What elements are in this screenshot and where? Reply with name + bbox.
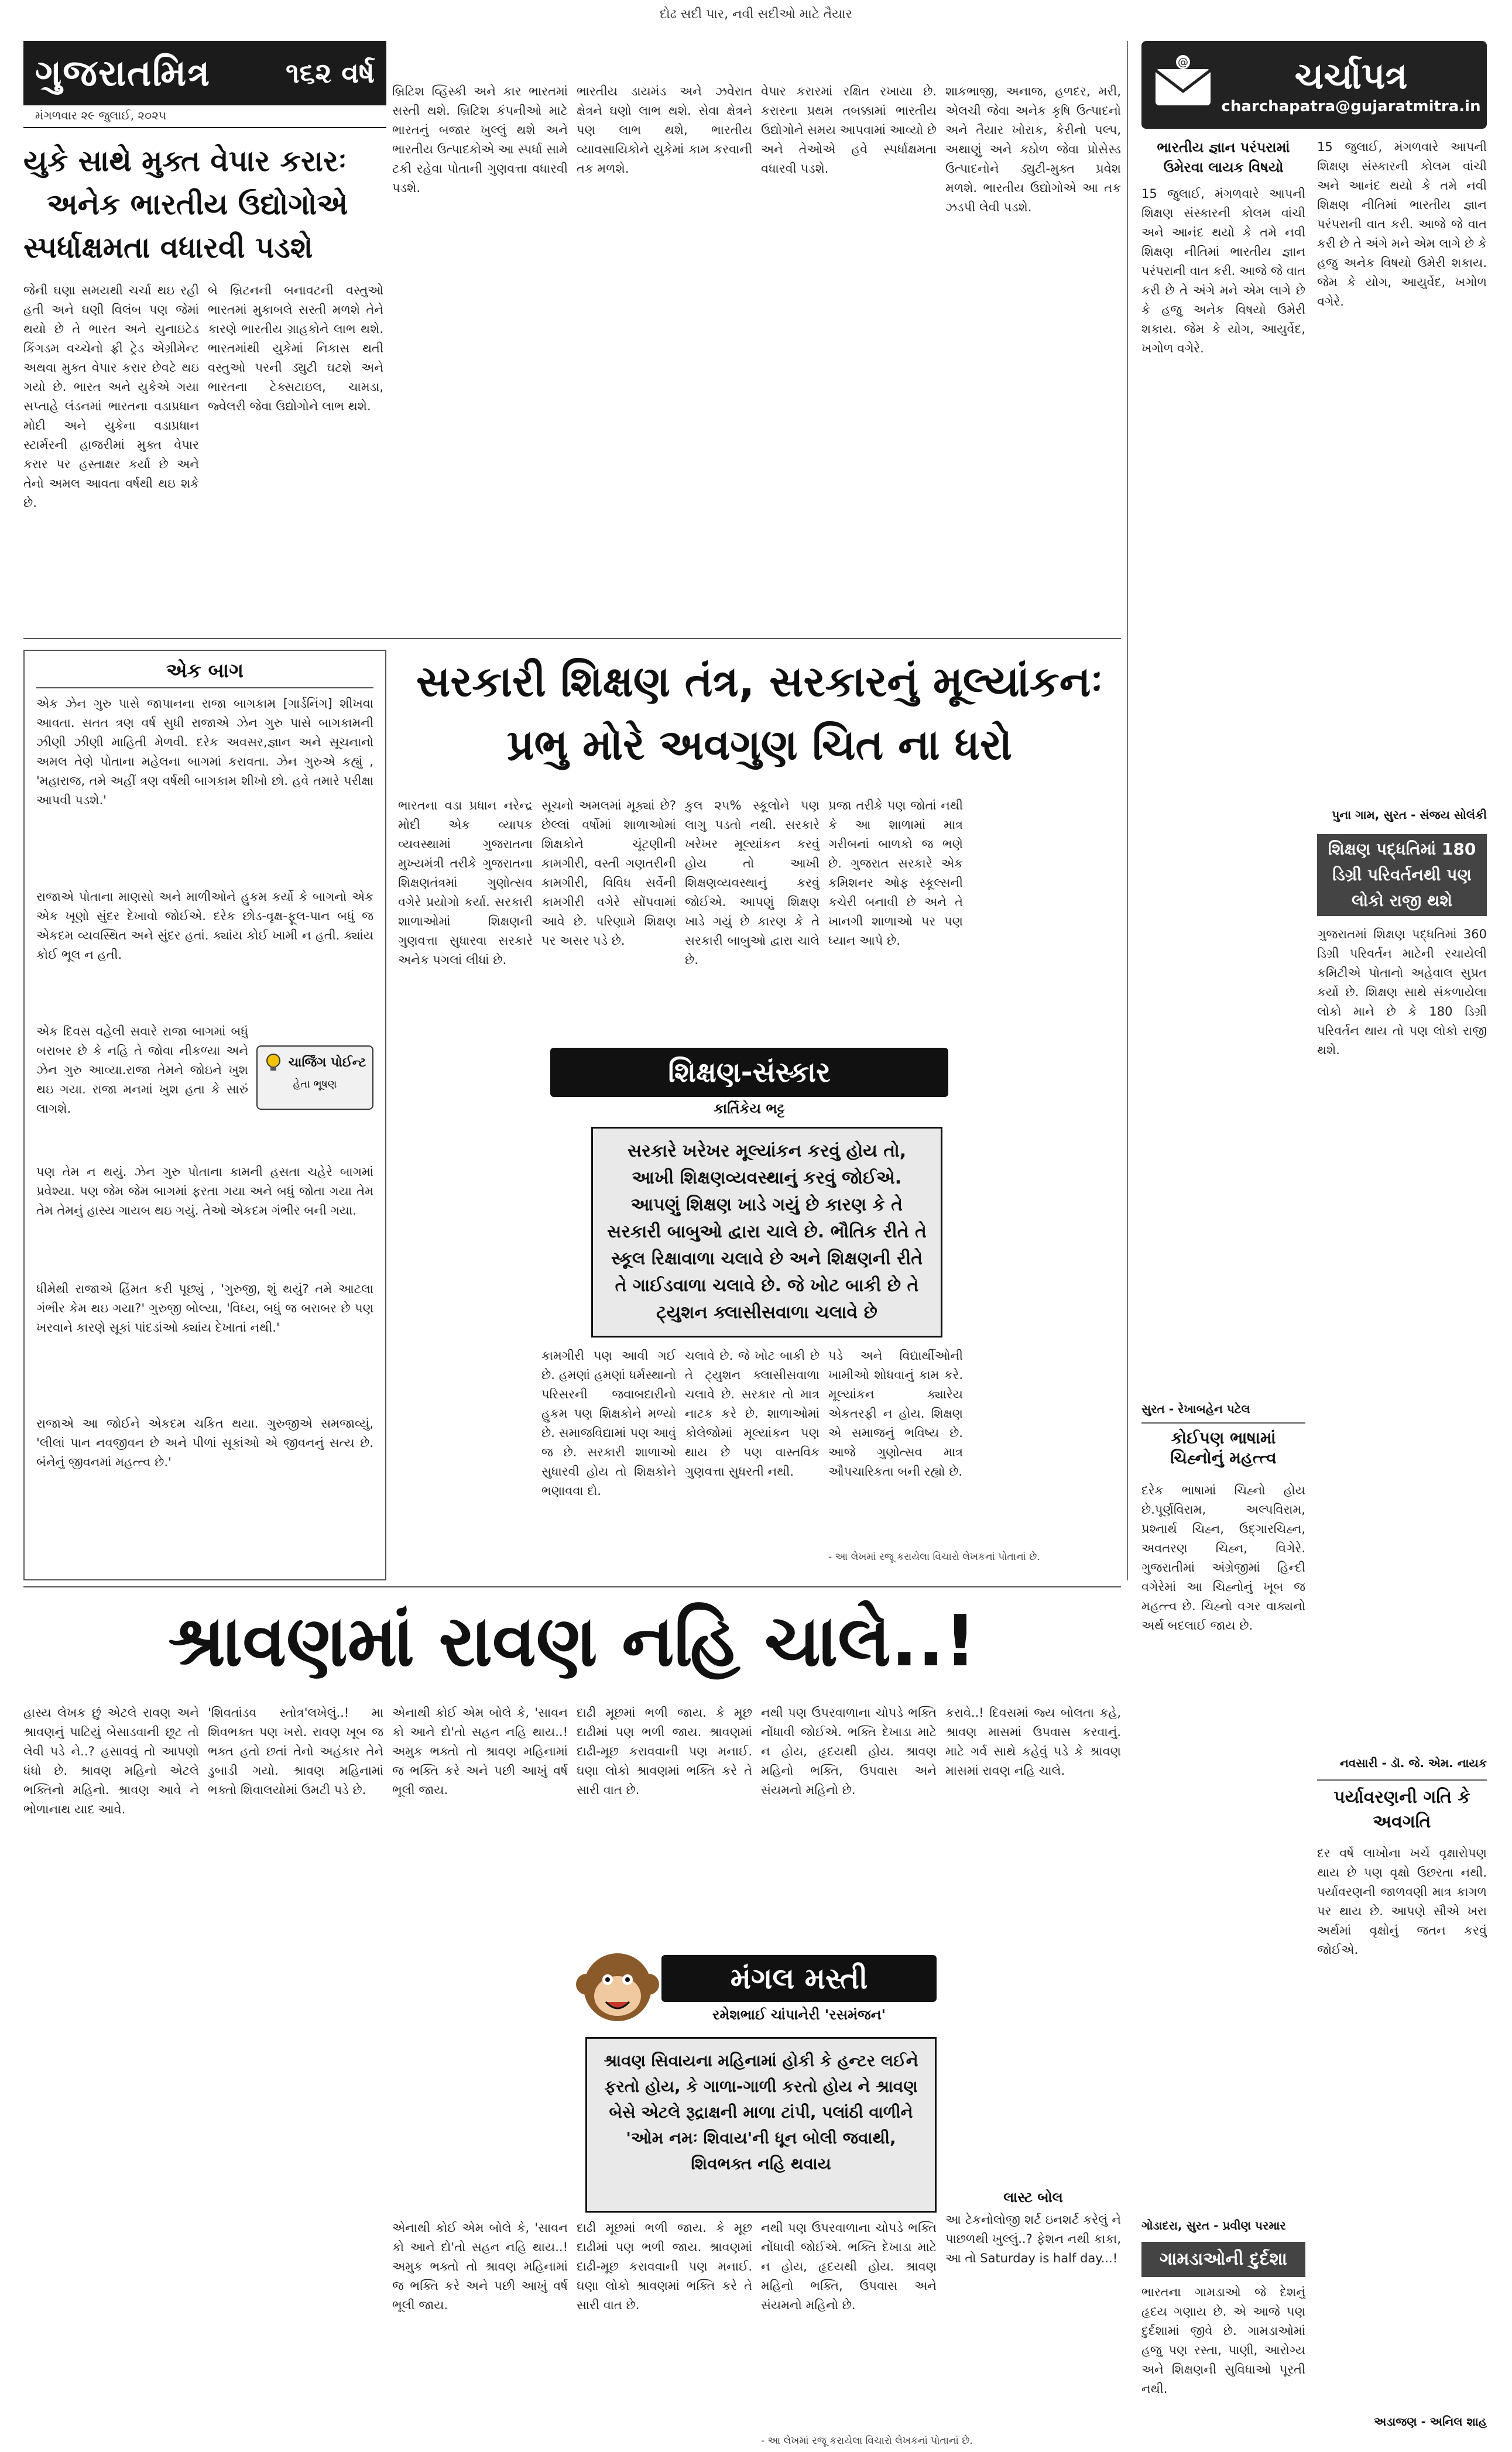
- ek-baag-paragraph-3: એક દિવસ વહેલી સવારે રાજા બાગમાં બધું બરાબર છે કે નહિ તે જોવા નીકળ્યા અને ઝેન ગુરુ આવ્યા.રાજા તેમને જોઇને ખુશ થઇ ગયા. રાજા મનમાં ખુશ હતા કે સારું લાગશે.: [36, 1024, 248, 1116]
- dateline: મંગળવાર ૨૯ જુલાઈ, ૨૦૨૫: [23, 108, 386, 128]
- lead-column-1: જેની ઘણા સમયથી ચર્ચા થઇ રહી હતી અને ઘણી વિલંબ પણ જેમાં થયો છે તે ભારત અને યુનાઇટેડ કિંગડમ વચ્ચેનો ફ્રી ટ્રેડ એગ્રીમેન્ટ અથવા મુક્ત વેપાર કરાર છેવટે થઇ ગયો છે. ભારત અને યુકેએ ગયા સપ્તાહે લંડનમાં ભારતના વડાપ્રધાન મોદી અને યુકેના વડાપ્રધાન સ્ટાર્મરની હાજરીમાં મુક્ત વેપાર કરાર પર હસ્તાક્ષર કર્યા છે અને તેનો અમલ આવતા વર્ષથી થઇ શકે છે.: [23, 283, 199, 510]
- letter-2-body: દરેક ભાષામાં ચિહ્નો હોય છે.પૂર્ણવિરામ, અલ્પવિરામ, પ્રશ્નાર્થ ચિહ્ન, ઉદ્ગારચિહ્ન, અવતરણ ચિહ્ન, વિગેરે. ગુજરાતીમાં અંગ્રેજીમાં હિન્દી વગેરેમાં આ ચિહ્નોનું ખૂબ જ મહત્ત્વ છે. ચિહ્નો વગર વાક્યનો અર્થ બદલાઈ જાય છે.: [1141, 1483, 1305, 1633]
- charchapatra-banner: [1141, 41, 1487, 129]
- masthead-years: ૧૬૨ વર્ષ: [285, 56, 375, 90]
- letter-1-body: 15 જુલાઈ, મંગળવારે આપની શિક્ષણ સંસ્કારની કોલમ વાંચી અને આનંદ થયો કે તમે નવી શિક્ષણ નીતિમાં ભારતીય જ્ઞાન પરંપરાની વાત કરી. આજે જે વાત કરી છે તે અંગે મને એમ લાગે છે કે હજુ અનેક વિષયો ઉમેરી શકાય. જેમ કે યોગ, આયુર્વેદ, ખગોળ વગેરે.: [1141, 187, 1305, 355]
- mangal-masti-title: મંગલ મસ્તી: [661, 1955, 937, 2002]
- charging-point-title: ચાર્જિંગ પોઈન્ટ: [288, 1055, 366, 1070]
- shravan-column-2: 'શિવતાંડવ સ્તોત્ર'લખેલું..! મા શિવભક્ત પણ ખરો. રાવણ ખૂબ જ ભક્ત હતો છતાં તેનો અહંકાર તેને ડુબાડી ગયો. શ્રાવણ મહિનામાં ભક્તો શિવાલયોમાં ઉમટી પડે છે.: [208, 1706, 383, 1797]
- main-column-4: પ્રજા તરીકે પણ જોતાં નથી કે આ શાળામાં માત્ર ગરીબનાં બાળકો જ ભણે છે. ગુજરાત સરકારે એક કમિશનર ઓફ સ્કૂલ્સની કચેરી બનાવી છે અને તે ખાનગી શાળાઓ પર પણ ધ્યાન આપે છે.: [828, 798, 963, 948]
- masthead-logo: ગુજરાતમિત્ર: [35, 52, 211, 94]
- main-footnote: - આ લેખમાં રજૂ કરાયેલા વિચારો લેખકનાં પોતાનાં છે.: [828, 1551, 1040, 1563]
- shravan-column-8: દાઢી મૂછમાં ભળી જાય. કે મૂછ દાઢીમાં પણ ભળી જાય. શ્રાવણમાં દાઢી-મૂછ કરાવવાની પણ મનાઈ. ઘણા લોકો શ્રાવણમાં ભક્તિ કરે તે સારી વાત છે.: [577, 2221, 752, 2312]
- charchapatra-divider: [1127, 41, 1128, 1580]
- ek-baag-paragraph-1: એક ઝેન ગુરુ પાસે જાપાનના રાજા બાગકામ [ગાર્ડનિંગ] શીખવા આવતા. સતત ત્રણ વર્ષ સુધી રાજાએ ઝેન ગુરુ પાસે બાગકામની ઝીણી ઝીણી માહિતી મેળવી. દરેક અવસર,જ્ઞાન અને સૂચનાનો અમલ તેણે પોતાના મહેલના બાગમાં કરાવતા. ઝેન ગુરુએ કહ્યું , 'મહારાજ, તમે અહીં ત્રણ વર્ષથી બાગકામ શીખો છો. હવે તમારે પરીક્ષા આપવી પડશે.': [36, 697, 373, 807]
- ek-baag-paragraph-6: રાજાએ આ જોઈને એકદમ ચકિત થયા. ગુરુજીએ સમજાવ્યું, 'લીલાં પાન નવજીવન છે અને પીળાં સૂકાંઓ એ જીવનનું સત્ય છે. બંનેનું જીવનમાં મહત્ત્વ છે.': [36, 1417, 373, 1469]
- letter-2-title: કોઈપણ ભાષામાં ચિહ્નોનું મહત્ત્વ: [1170, 1428, 1277, 1467]
- letter-5-signature: અડાજણ - અનિલ શાહ: [1374, 2415, 1487, 2429]
- shravan-column-4: દાઢી મૂછમાં ભળી જાય. કે મૂછ દાઢીમાં પણ ભળી જાય. શ્રાવણમાં દાઢી-મૂછ કરાવવાની પણ મનાઈ. ઘણા લોકો શ્રાવણમાં ભક્તિ કરે તે સારી વાત છે.: [577, 1706, 752, 1797]
- main-column-3: કુલ ૨૫% સ્કૂલોને પણ લાગુ પડતો નથી. સરકારે ખરેખર મૂલ્યાંકન કરવું હોય તો આખી શિક્ષણવ્યવસ્થાનું કરવું જોઈએ. આપણું શિક્ષણ ખાડે ગયું છે કારણ કે તે સરકારી બાબુઓ દ્વારા ચાલે છે.: [685, 798, 820, 967]
- lead-column-3: બ્રિટિશ વ્હિસ્કી અને કાર ભારતમાં સસ્તી થશે. બ્રિટિશ કંપનીઓ માટે ભારતનું બજાર ખુલ્લું થશે અને ભારતીય ઉત્પાદકોએ આ સ્પર્ધા સામે ટકી રહેવા પોતાની ગુણવત્તા વધારવી પડશે.: [392, 84, 568, 195]
- main-headline: [398, 650, 1121, 776]
- ek-baag-box: [23, 650, 386, 1580]
- bulb-icon: [263, 1052, 283, 1072]
- charchapatra-title: ચર્ચાપત્ર: [1294, 54, 1408, 97]
- tagline: દોઢ સદી પાર, નવી સદીઓ માટે તૈયાર: [659, 7, 852, 22]
- charchapatra-title-group: [1215, 54, 1487, 115]
- main-column-7: પડે અને વિદ્યાર્થીઓની ખામીઓ શોધવાનું કામ કરે. મૂલ્યાંકન ક્યારેય એકતરફી ન હોય. શિક્ષણ એ સમાજનું ભવિષ્ય છે. આજે ગુણોત્સવ માત્ર ઔપચારિકતા બની રહ્યો છે.: [828, 1349, 963, 1479]
- shravan-pull-quote: શ્રાવણ સિવાયના મહિનામાં હોકી કે હન્ટર લઈને ફરતો હોય, કે ગાળા-ગાળી કરતો હોય ને શ્રાવણ બેસે એટલે રૂદ્રાક્ષની માળા ટાંપી, પલાંઠી વાળીને 'ઓમ નમઃ શિવાય'ની ધૂન બોલી જવાથી, શિવભક્ત નહિ થવાય: [585, 2037, 937, 2213]
- letter-5-title: પર્યાવરણની ગતિ કે અવગતિ: [1333, 1787, 1470, 1832]
- shravan-column-7: એનાથી કોઈ એમ બોલે કે, 'સાવન કો આને દો'તો સહન નહિ થાય..! અમુક ભક્તો તો શ્રાવણ મહિનામાં જ ભક્તિ કરે અને પછી આખું વર્ષ ભૂલી જાય.: [392, 2221, 568, 2312]
- section-divider: [23, 638, 1121, 639]
- letter-3-title: ગામડાઓની દુર્દશા: [1141, 2242, 1305, 2277]
- lead-column-5: વેપાર કરારમાં રક્ષિત રખાયા છે. કરારના પ્રથમ તબક્કામાં ભારતીય ઉદ્યોગોને સમય આપવામાં આવ્યો છે અને તેઓએ હવે સ્પર્ધાક્ષમતા વધારવી પડશે.: [761, 84, 937, 176]
- lead-headline-line-3: સ્પર્ધાક્ષમતા વધારવી પડશે: [23, 231, 313, 265]
- shravan-column-6: કરાવે..! દિવસમાં જ્ય બોલતા કહે, શ્રાવણ માસમાં ઉપવાસ કરવાનું. માટે ગર્વ સાથે કહેવું પડે કે શ્રાવણ માસમાં રાવણ નહિ ચાલે.: [945, 1706, 1121, 1778]
- ek-baag-paragraph-2: રાજાએ પોતાના માણસો અને માળીઓને હુકમ કર્યો કે બાગનો એક એક ખૂણો સુંદર દેખાવો જોઈએ. દરેક છોડ-વૃક્ષ-ફૂલ-પાન બધું જ એકદમ વ્યવસ્થિત અને સુંદર હતાં. ક્યાંય કોઈ ખામી ન હતી. ક્યાંય કોઈ ભૂલ ન હતી.: [36, 890, 373, 962]
- main-headline-line-1: સરકારી શિક્ષણ તંત્ર, સરકારનું મૂલ્યાંકનઃ: [416, 657, 1103, 706]
- lead-headline-line-1: યુકે સાથે મુક્ત વેપાર કરારઃ: [23, 144, 347, 178]
- mangal-masti-author: રમેશભાઈ ચાંપાનેરી 'રસમંજન': [712, 2007, 886, 2023]
- last-ball-title: લાસ્ટ બોલ: [1003, 2189, 1063, 2206]
- main-column-1: ભારતના વડા પ્રધાન નરેન્દ્ર મોદી એક વ્યાપક વ્યવસ્થામાં ગુજરાતના મુખ્યમંત્રી તરીકે ગુજરાતના શિક્ષણતંત્રમાં ગુણોત્સવ વગેરે પ્રયોગો કર્યા. સરકારી શાળાઓમાં શિક્ષણની ગુણવત્તા સુધારવા સરકારે અનેક પગલાં લીધાં છે.: [398, 798, 533, 967]
- lead-column-2: બે બ્રિટનની બનાવટની વસ્તુઓ ભારતમાં મુકાબલે સસ્તી મળશે તેને કારણે ભારતીય ગ્રાહકોને લાભ થશે. ભારતમાંથી યુકેમાં નિકાસ થતી વસ્તુઓ પરની ડ્યુટી ઘટશે અને ભારતના ટેક્સટાઇલ, ચામડા, જ્વેલરી જેવા ઉદ્યોગોને લાભ થશે.: [208, 283, 383, 413]
- shravan-divider: [23, 1586, 1121, 1587]
- lead-headline-line-2: અનેક ભારતીય ઉદ્યોગોએ: [47, 187, 348, 221]
- shravan-column-1: હાસ્ય લેખક છું એટલે રાવણ અને શ્રાવણનું પાટિયું બેસાડવાની છૂટ તો લેવી પડે ને..? હસાવવું તો આપણો ધંધો છે. શ્રાવણ મહિનો એટલે ભક્તિનો મહિનો. શ્રાવણ આવે ને ભોળાનાથ યાદ આવે.: [23, 1706, 199, 1816]
- main-column-5: કામગીરી પણ આવી ગઈ છે. હમણાં હમણાં ધર્મસ્થાનો પરિસરની જવાબદારીનો હુકમ પણ શિક્ષકોને મળ્યો છે. સમાજવિદ્યામાં પણ આવું જ છે. સરકારી શાળાઓ સુધારવી હોય તો શિક્ષકોને ભણાવવા દો.: [541, 1349, 676, 1498]
- letter-2-top-rule: [1141, 1422, 1305, 1424]
- charchapatra-email[interactable]: charchapatra@gujaratmitra.in: [1221, 98, 1481, 115]
- lead-column-6: શાકભાજી, અનાજ, હળદર, મરી, એલચી જેવા અનેક કૃષિ ઉત્પાદનો અને તૈયાર ખોરાક, કેરીનો પલ્પ, અથાણું અને કઠોળ જેવા પ્રોસેસ્ડ ઉત્પાદનોને ડ્યુટી-મુક્ત પ્રવેશ મળશે. ભારતીય ઉદ્યોગોએ આ તક ઝડપી લેવી પડશે.: [945, 84, 1121, 214]
- shravan-column-3: એનાથી કોઈ એમ બોલે કે, 'સાવન કો આને દો'તો સહન નહિ થાય..! અમુક ભક્તો તો શ્રાવણ મહિનામાં જ ભક્તિ કરે અને પછી આખું વર્ષ ભૂલી જાય.: [392, 1706, 568, 1797]
- ek-baag-title: એક બાગ: [166, 659, 244, 683]
- shravan-column-9: નથી પણ ઉપરવાળાના ચોપડે ભક્તિ નોંધાવી જોઈએ. ભક્તિ દેખાડા માટે ન હોય, હૃદયથી હોય. શ્રાવણ મહિનો ભક્તિ, ઉપવાસ અને સંયમનો મહિનો છે.: [761, 2221, 937, 2312]
- svg-text:@: @: [1178, 56, 1188, 68]
- shravan-footnote: - આ લેખમાં રજૂ કરાયેલા વિચારો લેખકનાં પોતાનાં છે.: [761, 2435, 973, 2447]
- last-ball-box: [945, 2189, 1121, 2412]
- lead-column-4: ભારતીય ડાયમંડ અને ઝવેરાત ક્ષેત્રને ઘણો લાભ થશે. સેવા ક્ષેત્રને પણ લાભ થશે, ભારતીય વ્યાવસાયિકોને યુકેમાં કામ કરવાની તક મળશે.: [577, 84, 752, 176]
- letter-1-signature: પુના ગામ, સુરત - સંજય સોલંકી: [1332, 808, 1487, 822]
- mangal-masti-banner: [574, 1943, 937, 2031]
- main-pull-quote: સરકારે ખરેખર મૂલ્યાંકન કરવું હોય તો, આખી શિક્ષણવ્યવસ્થાનું કરવું જોઈએ. આપણું શિક્ષણ ખાડે ગયું છે કારણ કે તે સરકારી બાબુઓ દ્વારા ચાલે છે. ભૌતિક રીતે તે સ્કૂલ રિક્ષાવાળા ચલાવે છે અને શિક્ષણની રીતે તે ગાઈડવાળા ચલાવે છે. જે ખોટ બાકી છે તે ટ્યુશન ક્લાસીસવાળા ચલાવે છે: [591, 1127, 942, 1338]
- section-label-shikshan-sanskar: શિક્ષણ-સંસ્કાર: [550, 1048, 948, 1097]
- letter-1-body-continued: 15 જુલાઈ, મંગળવારે આપની શિક્ષણ સંસ્કારની કોલમ વાંચી અને આનંદ થયો કે તમે નવી શિક્ષણ નીતિમાં ભારતીય જ્ઞાન પરંપરાની વાત કરી. આજે જે વાત કરી છે તે અંગે મને એમ લાગે છે કે હજુ અનેક વિષયો ઉમેરી શકાય. જેમ કે યોગ, આયુર્વેદ, ખગોળ વગેરે.: [1317, 140, 1487, 308]
- shravan-headline: શ્રાવણમાં રાવણ નહિ ચાલે..!: [168, 1601, 976, 1682]
- letter-5-body: દર વર્ષે લાખોના ખર્ચે વૃક્ષારોપણ થાય છે પણ વૃક્ષો ઉછરતા નથી. પર્યાવરણની જાળવણી માત્ર કાગળ પર થાય છે. આપણે સૌએ ખરા અર્થમાં વૃક્ષોનું જતન કરવું જોઈએ.: [1317, 1846, 1487, 1957]
- letter-5-top-rule: [1317, 1779, 1487, 1781]
- main-headline-line-2: પ્રભુ મોરે અવગુણ ચિત ના ધરો: [506, 720, 1013, 769]
- charging-point-badge: [256, 1045, 373, 1110]
- letter-4-title: શિક્ષણ પદ્ધતિમાં 180 ડિગ્રી પરિવર્તનથી પણ લોકો રાજી થશે: [1317, 834, 1487, 916]
- main-author: કાર્તિકેય ભટ્ટ: [714, 1100, 785, 1117]
- lead-headline: [23, 139, 386, 269]
- shravan-column-5: નથી પણ ઉપરવાળાના ચોપડે ભક્તિ નોંધાવી જોઈએ. ભક્તિ દેખાડા માટે ન હોય, હૃદયથી હોય. શ્રાવણ મહિનો ભક્તિ, ઉપવાસ અને સંયમનો મહિનો છે.: [761, 1706, 937, 1797]
- monkey-icon: [574, 1943, 661, 2031]
- letter-4-body: ગુજરાતમાં શિક્ષણ પદ્ધતિમાં 360 ડિગ્રી પરિવર્તન માટેની રચાયેલી કમિટીએ પોતાનો અહેવાલ સુપ્રત કર્યો છે. શિક્ષણ સાથે સંકળાયેલા લોકો માને છે કે 180 ડિગ્રી પરિવર્તન થાય તો પણ લોકો રાજી થશે.: [1317, 927, 1487, 1057]
- letter-3-body: ભારતના ગામડાઓ જે દેશનું હૃદય ગણાય છે. એ આજે પણ દુર્દશામાં જીવે છે. ગામડાઓમાં હજુ પણ રસ્તા, પાણી, આરોગ્ય અને શિક્ષણની સુવિધાઓ પૂરતી નથી.: [1141, 2285, 1305, 2396]
- masthead: [23, 41, 386, 105]
- letter-1-title: ભારતીય જ્ઞાન પરંપરામાં ઉમેરવા લાયક વિષયો: [1157, 139, 1290, 176]
- letter-3-signature: ગોડાદરા, સુરત - પ્રવીણ પરમાર: [1141, 2218, 1286, 2232]
- main-column-2: સૂચનો અમલમાં મૂક્યાં છે? છેલ્લાં વર્ષોમાં શાળાઓમાં શિક્ષકોને ચૂંટણીની કામગીરી, વસ્તી ગણતરીની કામગીરી, વિવિધ સર્વેની કામગીરી વગેરે સોંપવામાં આવે છે. પરિણામે શિક્ષણ પર અસર પડે છે.: [541, 798, 676, 948]
- main-column-6: ચલાવે છે. જે ખોટ બાકી છે તે ટ્યુશન ક્લાસીસવાળા ચલાવે છે. સરકાર તો માત્ર નાટક કરે છે. શાળાઓમાં કોલેજોમાં મૂલ્યાંકન પણ થાય છે પણ વાસ્તવિક ગુણવત્તા સુધરતી નથી.: [685, 1349, 820, 1479]
- ek-baag-paragraph-5: ધીમેથી રાજાએ હિંમત કરી પૂછ્યું , 'ગુરુજી, શું થયું? તમે આટલા ગંભીર કેમ થઇ ગયા?' ગુરુજી બોલ્યા, 'વિધ્ય, બધું જ બરાબર છે પણ ખરવાને કારણે સૂકાં પાંદડાંઓ ક્યાંય દેખાતાં નથી.': [36, 1282, 373, 1335]
- ek-baag-row-with-badge: [25, 1022, 385, 1162]
- ek-baag-title-rule: [36, 687, 373, 688]
- ek-baag-paragraph-4: પણ તેમ ન થયું. ઝેન ગુરુ પોતાના કામની હસતા ચહેરે બાગમાં પ્રવેશ્યા. પણ જેમ જેમ બાગમાં ફરતા ગયા અને બધું જોતા ગયા તેમ તેમ તેમનું હાસ્ય ગાયબ થઇ ગયું. તેઓ એકદમ ગંભીર બની ગયા.: [36, 1165, 373, 1218]
- letter-2-signature: સુરત - રેખાબહેન પટેલ: [1141, 1402, 1250, 1416]
- charging-point-author: હેતા ભૂષણ: [293, 1078, 337, 1090]
- charging-point-row: [258, 1052, 372, 1072]
- last-ball-body: આ ટેકનોલોજી શર્ટ ઇનશર્ટ કરેલું ને પાછળથી ખુલ્લું..? ફેશન નથી કાકા, આ તો Saturday is half day...!: [945, 2213, 1121, 2265]
- letter-4-signature: નવસારી - ડૉ. જે. એમ. નાયક: [1339, 1756, 1487, 1770]
- email-icon: [1151, 53, 1215, 117]
